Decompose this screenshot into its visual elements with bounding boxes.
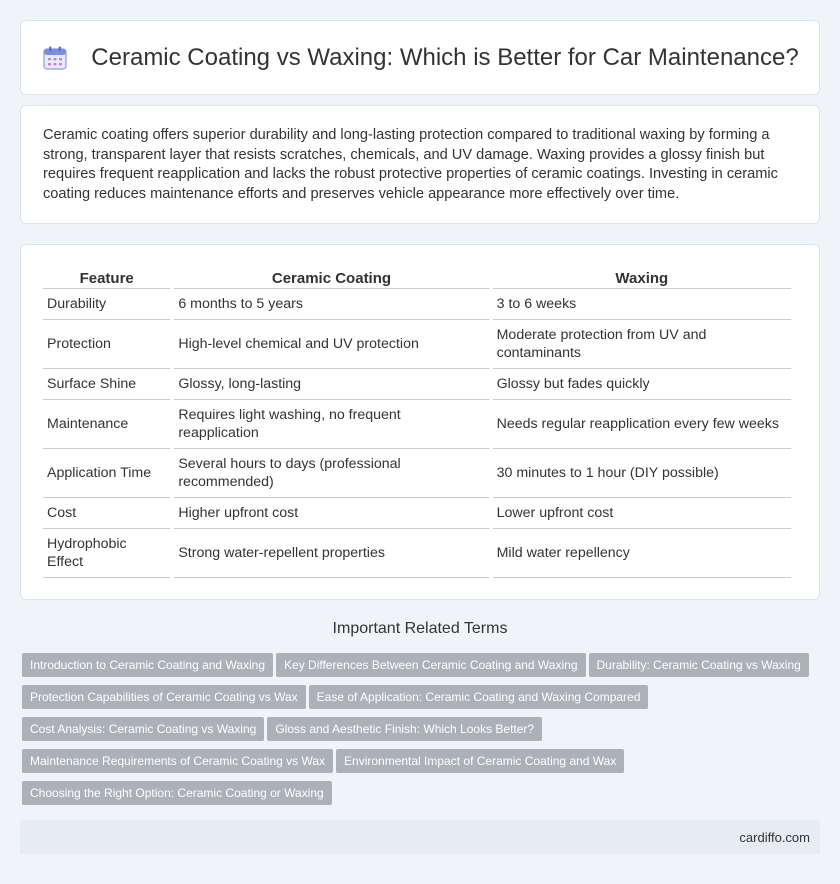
page-header [20,20,820,95]
table-cell: High-level chemical and UV protection [174,320,488,369]
header-waxing: Waxing [493,265,791,289]
page-title: Ceramic Coating vs Waxing: Which is Better for Car Maintenance? [91,43,799,71]
table-cell: Requires light washing, no frequent reapplication [174,400,488,449]
table-cell: Needs regular reapplication every few weeks [493,400,791,449]
related-terms-title: Important Related Terms [332,620,508,637]
table-cell: Glossy, long-lasting [174,369,488,400]
related-tag[interactable]: Gloss and Aesthetic Finish: Which Looks Better? [267,717,542,741]
related-tag[interactable]: Maintenance Requirements of Ceramic Coating vs Wax [22,749,333,773]
related-tag[interactable]: Durability: Ceramic Coating vs Waxing [589,653,809,677]
footer-site-link[interactable]: cardiffo.com [739,829,810,845]
header-ceramic-coating: Ceramic Coating [174,265,488,289]
comparison-table [39,265,795,578]
header-feature: Feature [43,265,170,289]
table-cell: Maintenance [43,400,170,449]
table-cell: Moderate protection from UV and contaminants [493,320,791,369]
table-cell: Surface Shine [43,369,170,400]
table-cell: 30 minutes to 1 hour (DIY possible) [493,449,791,498]
table-cell: Several hours to days (professional recommended) [174,449,488,498]
table-row [43,289,791,320]
related-tag[interactable]: Introduction to Ceramic Coating and Waxing [22,653,273,677]
table-cell: Application Time [43,449,170,498]
page-footer [20,820,820,854]
table-cell: Protection [43,320,170,369]
related-tag[interactable]: Key Differences Between Ceramic Coating and Waxing [276,653,585,677]
calendar-icon [41,44,69,72]
table-row [43,369,791,400]
table-cell: Mild water repellency [493,529,791,578]
table-cell: Lower upfront cost [493,498,791,529]
intro-text: Ceramic coating offers superior durability and long-lasting protection compared to traditional waxing by forming a strong, transparent layer that resists scratches, chemicals, and UV damage. Waxing provides a glossy finish but requires frequent reapplication and lacks the robust protective properties of ceramic coatings. Investing in ceramic coating reduces maintenance efforts and preserves vehicle appearance more effectively over time. [43,127,778,202]
table-row [43,400,791,449]
intro-card [20,105,820,224]
table-cell: 6 months to 5 years [174,289,488,320]
related-terms-tags [22,653,822,813]
related-tag[interactable]: Environmental Impact of Ceramic Coating and Wax [336,749,624,773]
table-row [43,320,791,369]
table-cell: Glossy but fades quickly [493,369,791,400]
related-tag[interactable]: Choosing the Right Option: Ceramic Coating or Waxing [22,781,332,805]
comparison-table-card [20,244,820,600]
table-row [43,529,791,578]
table-cell: Durability [43,289,170,320]
table-cell: Hydrophobic Effect [43,529,170,578]
related-tag[interactable]: Cost Analysis: Ceramic Coating vs Waxing [22,717,264,741]
related-tag[interactable]: Protection Capabilities of Ceramic Coating vs Wax [22,685,306,709]
table-cell: 3 to 6 weeks [493,289,791,320]
table-row [43,449,791,498]
related-tag[interactable]: Ease of Application: Ceramic Coating and Waxing Compared [309,685,649,709]
table-row [43,498,791,529]
table-cell: Strong water-repellent properties [174,529,488,578]
table-cell: Cost [43,498,170,529]
table-cell: Higher upfront cost [174,498,488,529]
table-header-row [43,265,791,289]
